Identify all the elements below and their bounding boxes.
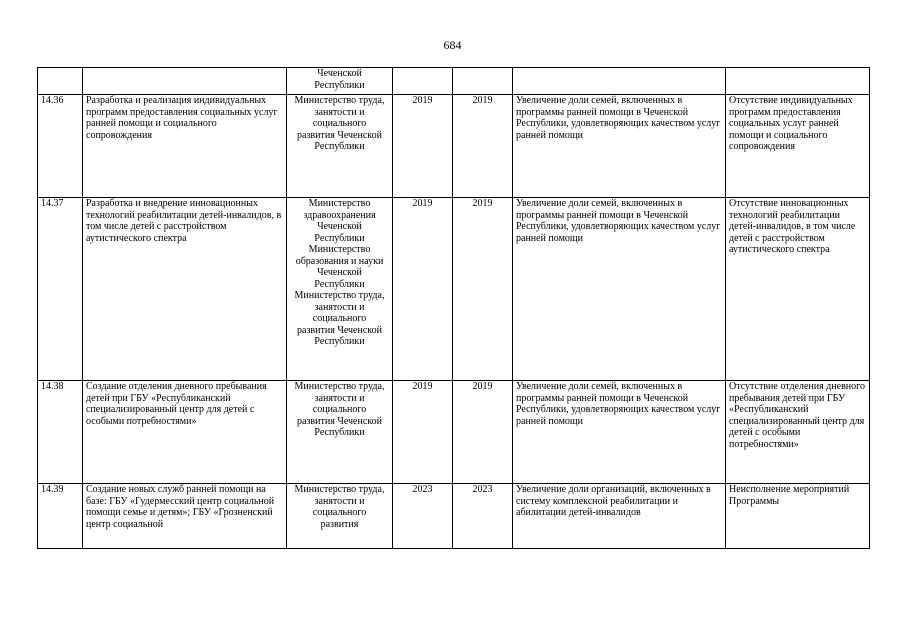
consequence: Отсутствие индивидуальных программ предоставления социальных услуг ранней помощи и социального сопровождения [726, 95, 870, 198]
start-year: 2019 [393, 198, 453, 381]
measure-name: Создание отделения дневного пребывания детей при ГБУ «Республиканский специализированный центр для детей с особыми потребностями» [83, 381, 287, 484]
measure-name: Разработка и реализация индивидуальных программ предоставления социальных услуг ранней помощи и социального сопровождения [83, 95, 287, 198]
table-row [38, 68, 870, 95]
start-year: 2019 [393, 381, 453, 484]
start-year: 2019 [393, 95, 453, 198]
executor: Министерство труда, занятости и социального развития [294, 484, 385, 530]
row-number [38, 68, 83, 95]
page-number: 684 [443, 38, 462, 52]
table-row [38, 381, 870, 484]
executor: Министерство образования и науки Чеченской Республики [295, 244, 384, 290]
executor: Министерство труда, занятости и социального развития Чеченской Республики [294, 290, 385, 347]
measure-name: Разработка и внедрение инновационных технологий реабилитации детей-инвалидов, в том числе детей с расстройством аутистического спектра [83, 198, 287, 381]
measures-table [37, 67, 870, 549]
executor-cell [287, 484, 393, 549]
expected-result: Увеличение доли организаций, включенных в систему комплексной реабилитации и абилитации детей-инвалидов [513, 484, 726, 549]
row-number: 14.36 [38, 95, 83, 198]
executor-cell [287, 381, 393, 484]
consequence: Неисполнение мероприятий Программы [726, 484, 870, 549]
expected-result: Увеличение доли семей, включенных в программы ранней помощи в Чеченской Республики, удовлетворяющих качеством услуг ранней помощи [513, 198, 726, 381]
end-year: 2019 [453, 95, 513, 198]
consequence: Отсутствие отделения дневного пребывания детей при ГБУ «Республиканский специализированный центр для детей с особыми потребностями» [726, 381, 870, 484]
executor-cell [287, 198, 393, 381]
consequence: Отсутствие инновационных технологий реабилитации детей-инвалидов, в том числе детей с расстройством аутистического спектра [726, 198, 870, 381]
executor-cell [287, 68, 393, 95]
executor-cell [287, 95, 393, 198]
table-row [38, 198, 870, 381]
expected-result: Увеличение доли семей, включенных в программы ранней помощи в Чеченской Республики, удовлетворяющих качеством услуг ранней помощи [513, 381, 726, 484]
row-number: 14.38 [38, 381, 83, 484]
executor: Министерство труда, занятости и социального развития Чеченской Республики [294, 381, 385, 438]
consequence [726, 68, 870, 95]
table-row [38, 484, 870, 549]
row-number: 14.39 [38, 484, 83, 549]
start-year: 2023 [393, 484, 453, 549]
expected-result: Увеличение доли семей, включенных в программы ранней помощи в Чеченской Республики, удовлетворяющих качеством услуг ранней помощи [513, 95, 726, 198]
end-year: 2023 [453, 484, 513, 549]
expected-result [513, 68, 726, 95]
table-row [38, 95, 870, 198]
executor: Чеченской Республики [314, 68, 365, 91]
end-year [453, 68, 513, 95]
start-year [393, 68, 453, 95]
row-number: 14.37 [38, 198, 83, 381]
end-year: 2019 [453, 198, 513, 381]
executor: Министерство труда, занятости и социального развития Чеченской Республики [294, 95, 385, 152]
end-year: 2019 [453, 381, 513, 484]
measure-name [83, 68, 287, 95]
executor: Министерство здравоохранения Чеченской Республики [303, 198, 376, 244]
measure-name: Создание новых служб ранней помощи на базе: ГБУ «Гудермесский центр социальной помощи семье и детям»; ГБУ «Грозненский центр социальной [83, 484, 287, 549]
